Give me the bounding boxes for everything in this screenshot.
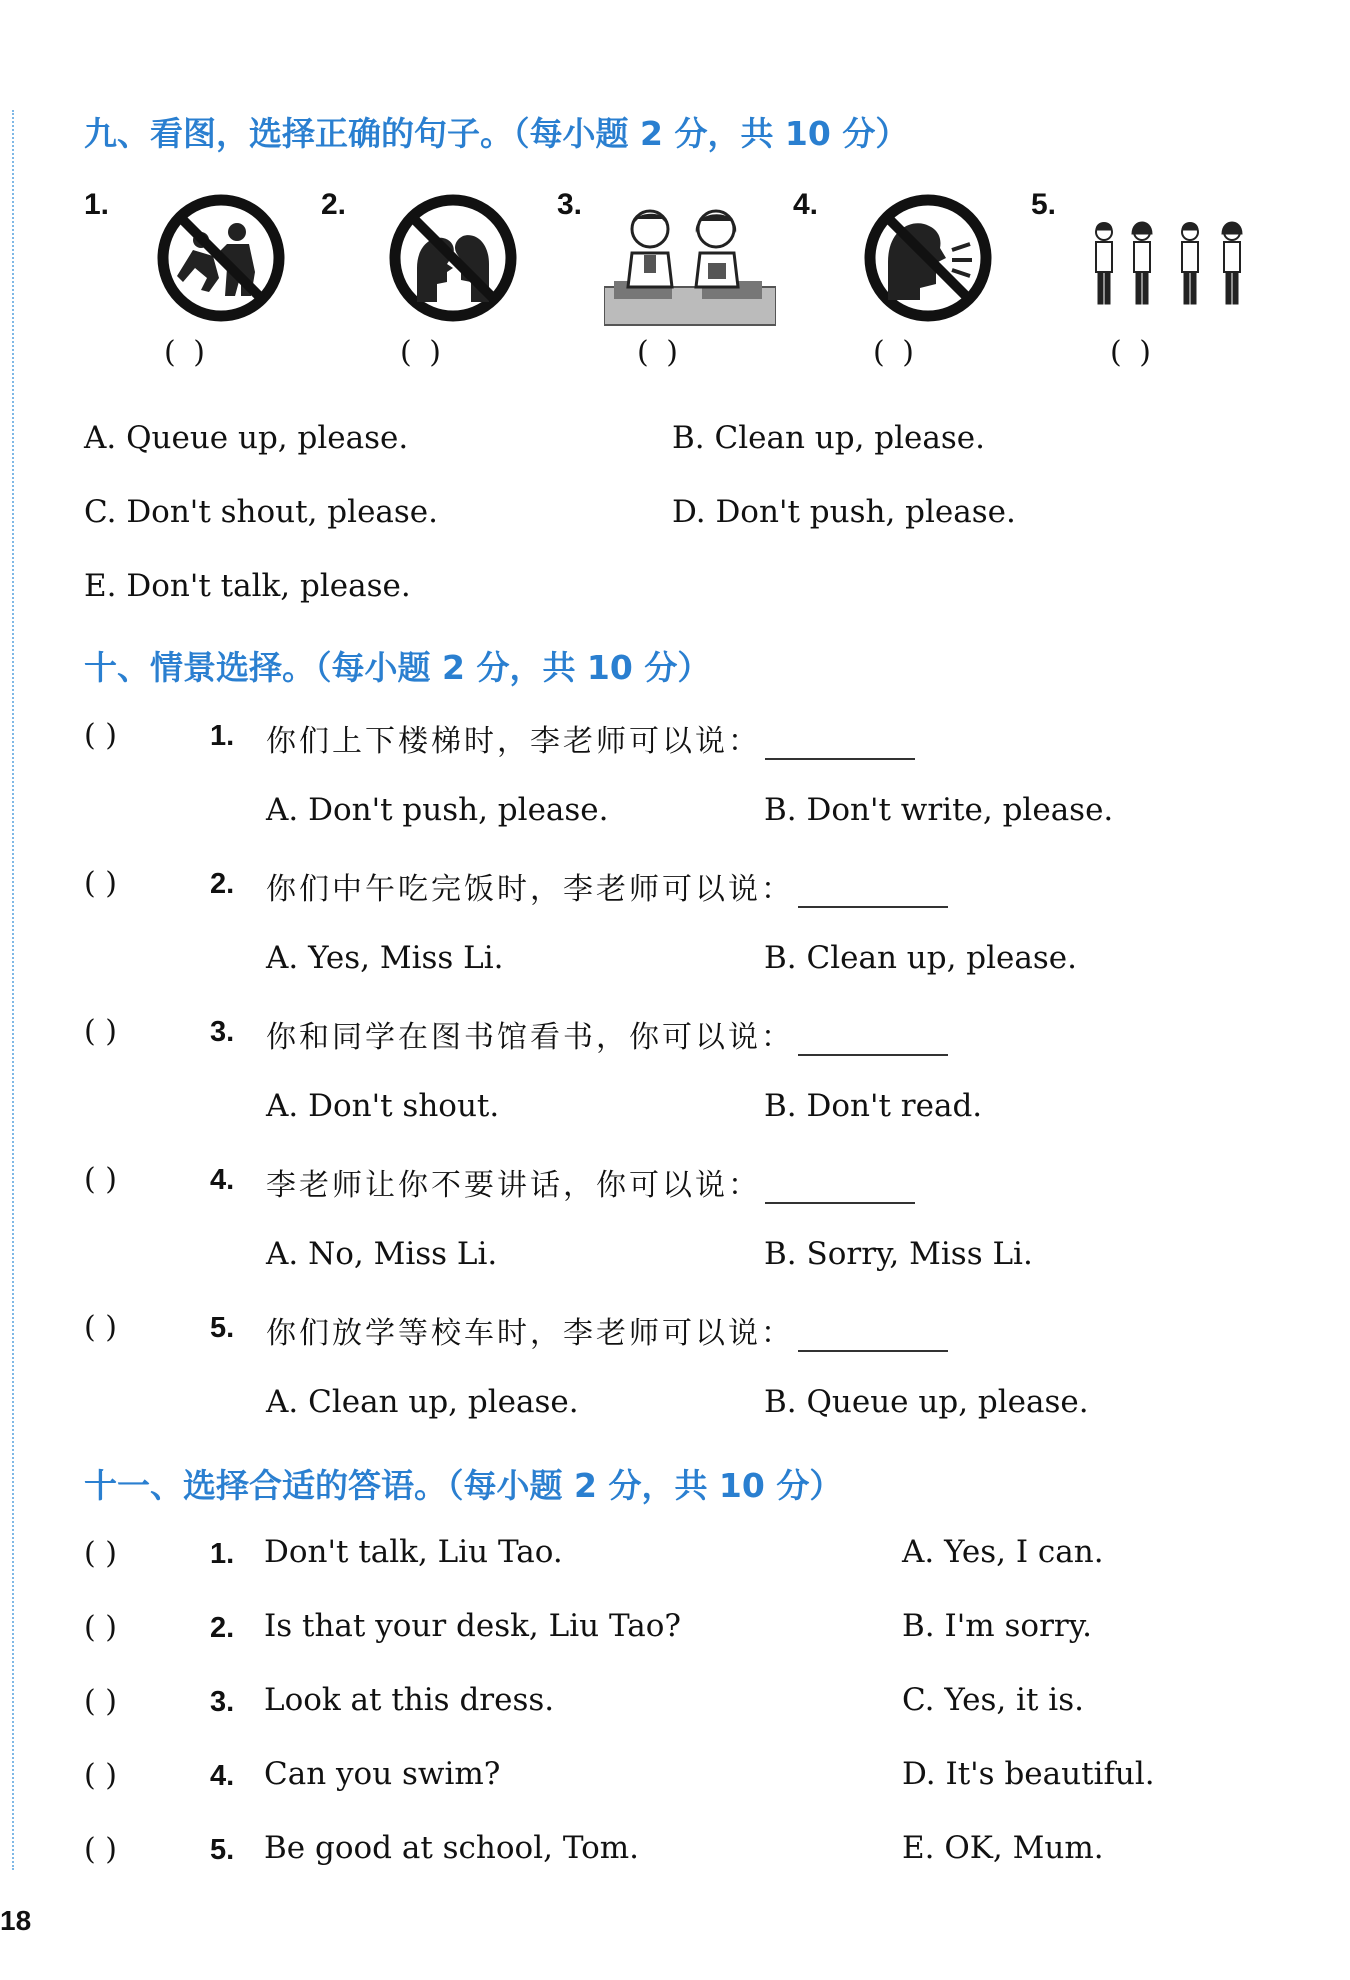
children-cleaning-table-icon bbox=[604, 205, 776, 329]
s10-q3-text: 你和同学在图书馆看书，你可以说： bbox=[266, 1020, 794, 1055]
margin-dotted-line bbox=[12, 110, 14, 1870]
section-9-option-a: A. Queue up, please. bbox=[84, 420, 409, 456]
picture-2-answer-blank[interactable]: ( ) bbox=[400, 335, 445, 370]
picture-1-number: 1. bbox=[84, 188, 110, 221]
no-pushing-sign-icon bbox=[155, 192, 287, 324]
no-talking-sign-icon bbox=[387, 192, 519, 324]
s11-answer-c: C. Yes, it is. bbox=[902, 1682, 1084, 1718]
section-9-option-d: D. Don't push, please. bbox=[672, 494, 1016, 530]
s10-q2-answer-blank[interactable]: ( ) bbox=[84, 866, 117, 901]
s10-q4-fill-line bbox=[765, 1174, 915, 1204]
no-shouting-sign-icon bbox=[862, 192, 994, 324]
s10-q2-option-b: B. Clean up, please. bbox=[764, 940, 1077, 976]
picture-5-number: 5. bbox=[1031, 188, 1057, 221]
picture-4-answer-blank[interactable]: ( ) bbox=[873, 335, 918, 370]
s10-q1-option-b: B. Don't write, please. bbox=[764, 792, 1114, 828]
s10-q3-number: 3. bbox=[210, 1016, 235, 1048]
s10-q5-option-b: B. Queue up, please. bbox=[764, 1384, 1089, 1420]
s11-q1-answer-blank[interactable]: ( ) bbox=[84, 1536, 117, 1571]
s11-answer-e: E. OK, Mum. bbox=[902, 1830, 1104, 1866]
s11-q2-number: 2. bbox=[210, 1612, 235, 1644]
s11-q5-number: 5. bbox=[210, 1834, 235, 1866]
s10-q1-option-a: A. Don't push, please. bbox=[266, 792, 609, 828]
s10-q4-option-b: B. Sorry, Miss Li. bbox=[764, 1236, 1033, 1272]
s11-q4-number: 4. bbox=[210, 1760, 235, 1792]
s10-q4-number: 4. bbox=[210, 1164, 235, 1196]
s10-q5-text: 你们放学等校车时，李老师可以说： bbox=[266, 1316, 794, 1351]
section-11-title: 十一、选择合适的答语。（每小题 2 分，共 10 分） bbox=[84, 1466, 843, 1505]
section-9-option-c: C. Don't shout, please. bbox=[84, 494, 439, 530]
section-9-option-e: E. Don't talk, please. bbox=[84, 568, 411, 604]
s11-answer-d: D. It's beautiful. bbox=[902, 1756, 1155, 1792]
s10-q2-option-a: A. Yes, Miss Li. bbox=[266, 940, 504, 976]
s11-q3-number: 3. bbox=[210, 1686, 235, 1718]
s10-q3-answer-blank[interactable]: ( ) bbox=[84, 1014, 117, 1049]
s10-q1-answer-blank[interactable]: ( ) bbox=[84, 718, 117, 753]
s10-q5-option-a: A. Clean up, please. bbox=[266, 1384, 579, 1420]
picture-1-answer-blank[interactable]: ( ) bbox=[164, 335, 209, 370]
s11-q2-text: Is that your desk, Liu Tao? bbox=[264, 1608, 681, 1644]
s10-q1-text: 你们上下楼梯时，李老师可以说： bbox=[266, 724, 761, 759]
s10-q2-text: 你们中午吃完饭时，李老师可以说： bbox=[266, 872, 794, 907]
s11-answer-b: B. I'm sorry. bbox=[902, 1608, 1092, 1644]
section-10-title: 十、情景选择。（每小题 2 分，共 10 分） bbox=[84, 648, 711, 687]
picture-3-number: 3. bbox=[557, 188, 583, 221]
s11-q2-answer-blank[interactable]: ( ) bbox=[84, 1610, 117, 1645]
s10-q1-fill-line bbox=[765, 730, 915, 760]
s10-q5-number: 5. bbox=[210, 1312, 235, 1344]
picture-3-answer-blank[interactable]: ( ) bbox=[637, 335, 682, 370]
s10-q5-fill-line bbox=[798, 1322, 948, 1352]
picture-5-answer-blank[interactable]: ( ) bbox=[1110, 335, 1155, 370]
picture-4-number: 4. bbox=[793, 188, 819, 221]
s11-q1-number: 1. bbox=[210, 1538, 235, 1570]
s11-q3-answer-blank[interactable]: ( ) bbox=[84, 1684, 117, 1719]
page-number: 18 bbox=[0, 1905, 32, 1936]
s10-q3-option-a: A. Don't shout. bbox=[266, 1088, 500, 1124]
s10-q2-number: 2. bbox=[210, 868, 235, 900]
s10-q5-answer-blank[interactable]: ( ) bbox=[84, 1310, 117, 1345]
s10-q3-fill-line bbox=[798, 1026, 948, 1056]
picture-2-number: 2. bbox=[321, 188, 347, 221]
s11-q4-answer-blank[interactable]: ( ) bbox=[84, 1758, 117, 1793]
children-queuing-icon bbox=[1090, 220, 1250, 312]
s10-q3-option-b: B. Don't read. bbox=[764, 1088, 983, 1124]
s10-q4-answer-blank[interactable]: ( ) bbox=[84, 1162, 117, 1197]
section-9-title: 九、看图，选择正确的句子。（每小题 2 分，共 10 分） bbox=[84, 114, 909, 153]
s11-q5-text: Be good at school, Tom. bbox=[264, 1830, 640, 1866]
s11-q4-text: Can you swim? bbox=[264, 1756, 501, 1792]
s11-answer-a: A. Yes, I can. bbox=[902, 1534, 1104, 1570]
s10-q2-fill-line bbox=[798, 878, 948, 908]
s10-q1-number: 1. bbox=[210, 720, 235, 752]
s10-q4-text: 李老师让你不要讲话，你可以说： bbox=[266, 1168, 761, 1203]
s11-q3-text: Look at this dress. bbox=[264, 1682, 555, 1718]
s10-q4-option-a: A. No, Miss Li. bbox=[266, 1236, 498, 1272]
s11-q5-answer-blank[interactable]: ( ) bbox=[84, 1832, 117, 1867]
s11-q1-text: Don't talk, Liu Tao. bbox=[264, 1534, 563, 1570]
section-9-option-b: B. Clean up, please. bbox=[672, 420, 985, 456]
